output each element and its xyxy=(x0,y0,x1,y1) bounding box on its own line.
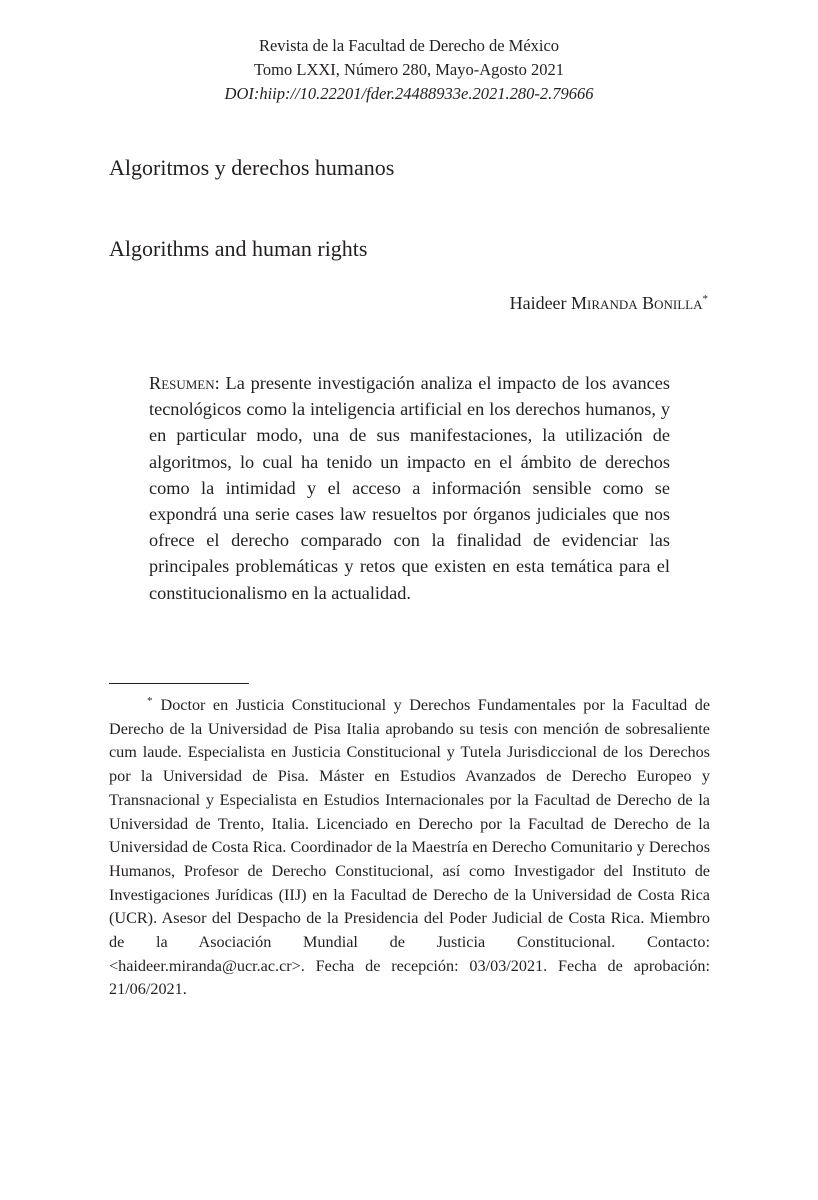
journal-name: Revista de la Facultad de Derecho de México xyxy=(258,36,560,55)
author-byline xyxy=(510,290,708,316)
article-title-spanish: Algoritmos y derechos humanos xyxy=(109,155,395,180)
running-header xyxy=(0,34,818,106)
footnote-text: Doctor en Justicia Constitucional y Derechos Fundamentales por la Facultad de Derecho de la Universidad de Pisa Italia aprobando su tesis con mención de sobresaliente cum laude. Especialista en Justicia Constitucional y Tutela Jurisdiccional de los Derechos por la Universidad de Pisa. Máster en Estudios Avanzados de Derecho Europeo y Transnacional y Especialista en Estudios Internacionales por la Facultad de Derecho de la Universidad de Trento, Italia. Licenciado en Derecho por la Facultad de Derecho de la Universidad de Costa Rica. Coordinador de la Maestría en Derecho Comunitario y Derechos Humanos, Profesor de Derecho Constitucional, así como Investigador del Instituto de Investigaciones Jurídicas (IIJ) en la Facultad de Derecho de la Universidad de Costa Rica (UCR). Asesor del Despacho de la Presidencia del Poder Judicial de Costa Rica. Miembro de la Asociación Mundial de Justicia Constitucional. Contacto:<haideer.miranda@ucr.ac.cr>. Fecha de recepción: 03/03/2021. Fecha de aprobación: 21/06/2021. xyxy=(109,696,710,999)
abstract-label: Resumen: xyxy=(149,373,220,393)
author-given-name: Haideer xyxy=(509,293,567,313)
author-surname: Miranda Bonilla xyxy=(571,293,703,313)
author-footnote xyxy=(109,694,710,1002)
doi-line: DOI:hiip://10.22201/fder.24488933e.2021.280-2.79666 xyxy=(224,84,594,103)
issue-info: Tomo LXXI, Número 280, Mayo-Agosto 2021 xyxy=(253,60,565,79)
footnote-separator xyxy=(109,683,249,684)
abstract xyxy=(149,370,670,606)
abstract-text: La presente investigación analiza el impacto de los avances tecnológicos como la inteligencia artificial en los derechos humanos, y en particular modo, una de sus manifestaciones, la utilización de algoritmos, lo cual ha tenido un impacto en el ámbito de derechos como la intimidad y el acceso a información sensible como se expondrá una serie cases law resueltos por órganos judiciales que nos ofrece el derecho comparado con la finalidad de evidenciar las principales problemáticas y retos que existen en esta temática para el constitucionalismo en la actualidad. xyxy=(149,373,670,603)
footnote-marker: * xyxy=(147,694,153,707)
article-title-english: Algorithms and human rights xyxy=(109,236,368,261)
author-footnote-marker: * xyxy=(702,293,708,305)
